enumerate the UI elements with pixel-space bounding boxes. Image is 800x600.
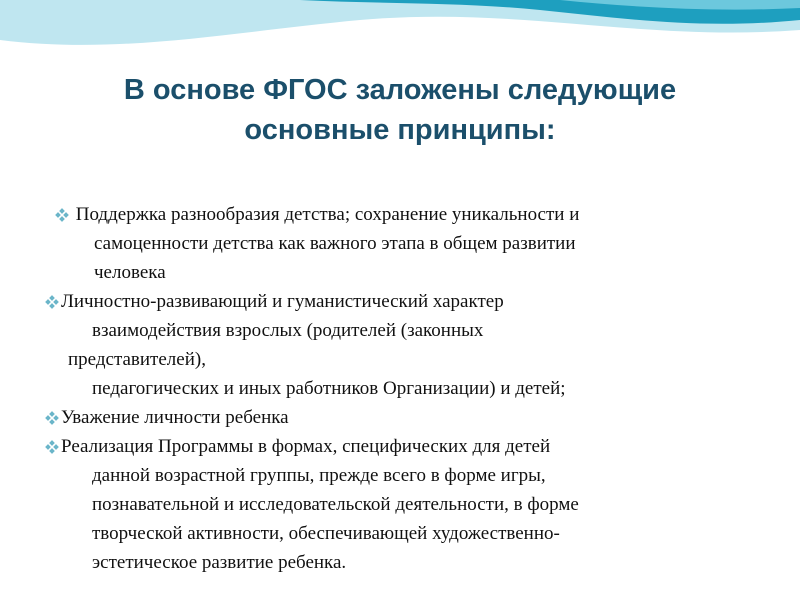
bullet-text: Личностно-развивающий и гуманистический характер — [61, 291, 504, 312]
title-line-1: В основе ФГОС заложены следующие — [123, 74, 677, 106]
header-wave-decoration — [0, 0, 800, 70]
bullet-text: творческой активности, обеспечивающей художественно- — [92, 523, 560, 544]
bullet-diamond-icon — [46, 296, 58, 308]
list-item — [48, 200, 778, 287]
bullet-diamond-icon — [46, 412, 58, 424]
bullet-text: данной возрастной группы, прежде всего в форме игры, — [92, 465, 546, 486]
bullet-text: эстетическое развитие ребенка. — [92, 552, 347, 573]
bullet-diamond-icon — [56, 209, 68, 221]
slide-title — [20, 70, 780, 150]
list-item — [46, 403, 778, 432]
bullet-text: познавательной и исследовательской деятельности, в форме — [92, 494, 579, 515]
bullet-text: взаимодействия взрослых (родителей (законных — [92, 320, 484, 341]
list-item — [46, 432, 778, 577]
title-line-2: основные принципы: — [244, 114, 556, 146]
bullet-diamond-icon — [46, 441, 58, 453]
list-item — [46, 287, 778, 403]
bullet-text: Поддержка разнообразия детства; сохранение уникальности и — [71, 204, 580, 225]
bullet-text: самоценности детства как важного этапа в общем развитии — [94, 233, 576, 254]
bullet-text: Уважение личности ребенка — [61, 407, 289, 428]
principles-list — [48, 200, 778, 577]
bullet-text: Реализация Программы в формах, специфических для детей — [61, 436, 551, 457]
bullet-text: человека — [94, 262, 166, 283]
bullet-text: педагогических и иных работников Организации) и детей; — [92, 378, 566, 399]
bullet-text: представителей), — [68, 349, 206, 370]
